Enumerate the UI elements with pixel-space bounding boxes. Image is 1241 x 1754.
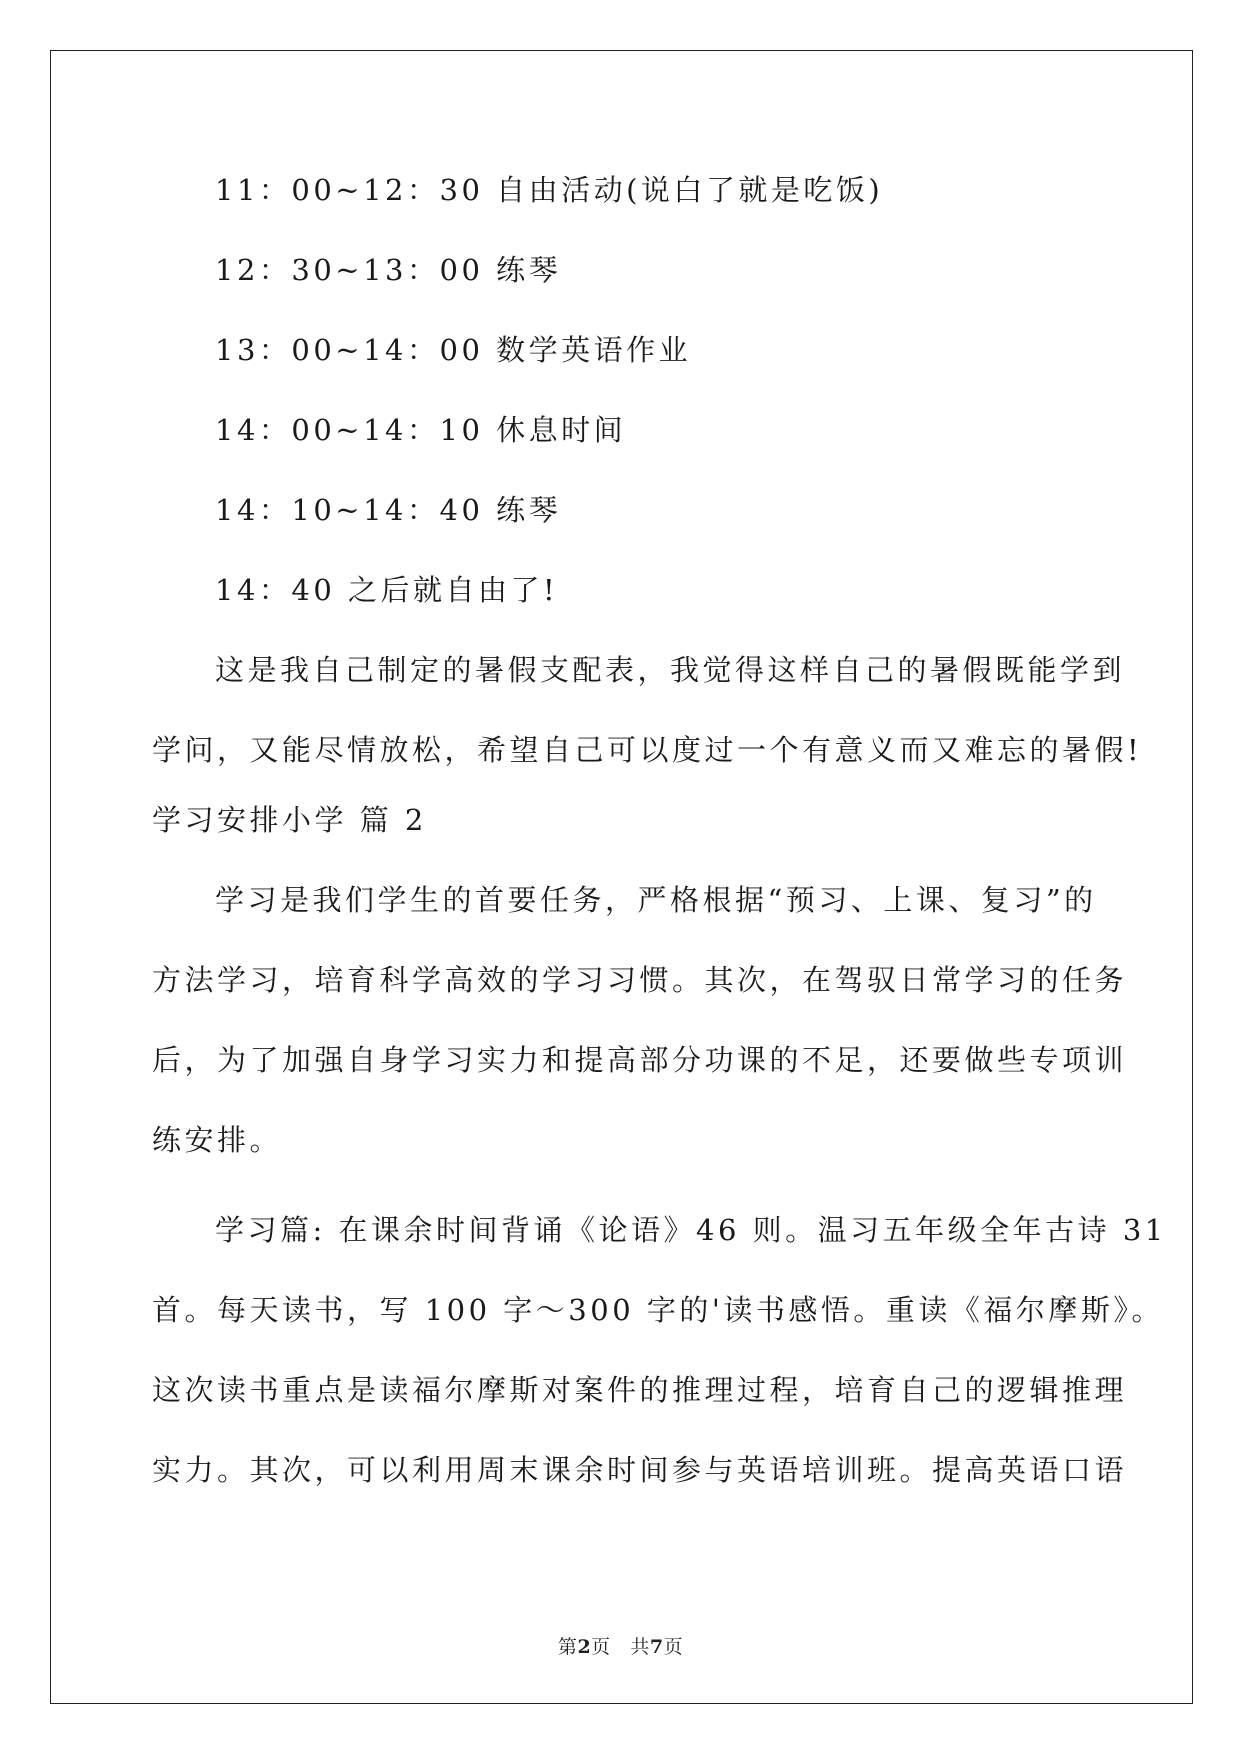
- paragraph-line: 方法学习，培育科学高效的学习习惯。其次，在驾驭日常学习的任务: [152, 963, 1128, 997]
- paragraph-line: 这是我自己制定的暑假支配表，我觉得这样自己的暑假既能学到: [215, 653, 1126, 687]
- paragraph-line: 后，为了加强自身学习实力和提高部分功课的不足，还要做些专项训: [152, 1043, 1128, 1077]
- page-prefix: 第: [557, 1636, 578, 1658]
- page-total: 7: [649, 1636, 664, 1658]
- schedule-line-3: 13：00~14：00 数学英语作业: [215, 333, 692, 367]
- paragraph-line: 学问，又能尽情放松，希望自己可以度过一个有意义而又难忘的暑假!: [152, 733, 1143, 767]
- total-prefix: 共: [630, 1636, 650, 1658]
- schedule-line-6: 14：40 之后就自由了!: [215, 573, 559, 607]
- page-suffix: 页: [591, 1636, 611, 1658]
- total-suffix: 页: [663, 1636, 684, 1658]
- schedule-line-2: 12：30~13：00 练琴: [215, 253, 562, 287]
- schedule-line-1: 11：00~12：30 自由活动(说白了就是吃饭): [215, 173, 884, 207]
- page-footer: [0, 1632, 1241, 1659]
- paragraph-line: 实力。其次，可以利用周末课余时间参与英语培训班。提高英语口语: [152, 1453, 1128, 1487]
- section-heading: 学习安排小学 篇 2: [152, 803, 427, 837]
- page-current: 2: [577, 1636, 592, 1658]
- paragraph-line: 首。每天读书，写 100 字～300 字的'读书感悟。重读《福尔摩斯》。: [152, 1293, 1164, 1327]
- paragraph-line: 学习是我们学生的首要任务，严格根据“预习、上课、复习”的: [215, 883, 1097, 917]
- schedule-line-5: 14：10~14：40 练琴: [215, 493, 562, 527]
- paragraph-line: 学习篇: 在课余时间背诵《论语》46 则。温习五年级全年古诗 31: [215, 1213, 1167, 1247]
- paragraph-line: 这次读书重点是读福尔摩斯对案件的推理过程，培育自己的逻辑推理: [152, 1373, 1128, 1407]
- schedule-line-4: 14：00~14：10 休息时间: [215, 413, 627, 447]
- paragraph-line: 练安排。: [152, 1123, 283, 1157]
